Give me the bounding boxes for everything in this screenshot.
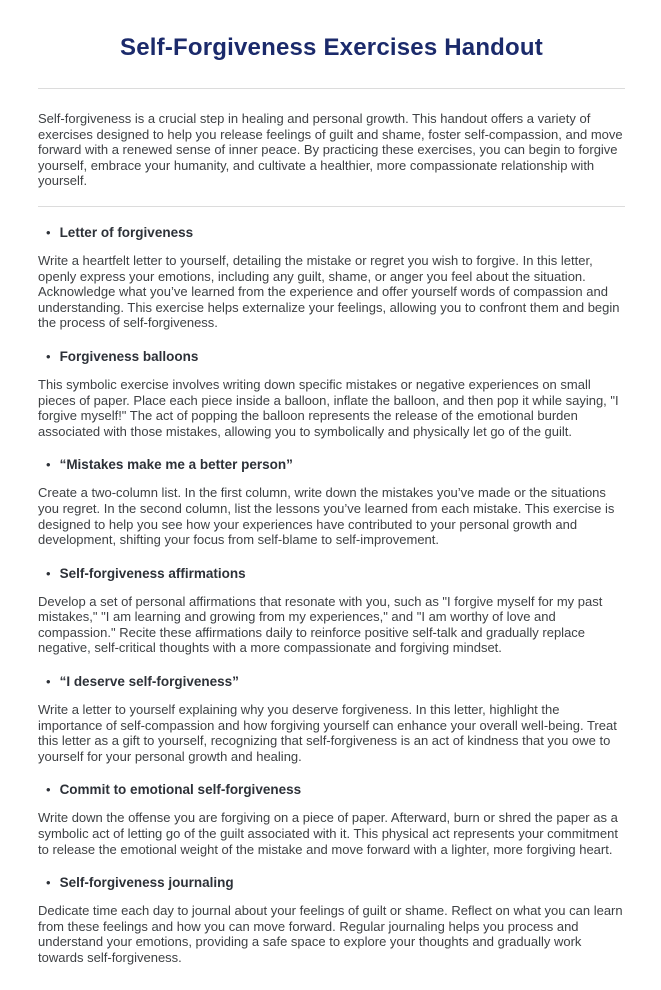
exercise-heading xyxy=(38,457,625,473)
exercise-heading-label: Self-forgiveness journaling xyxy=(59,875,234,891)
exercise-section-journaling xyxy=(38,875,625,965)
bullet-icon: • xyxy=(46,565,51,581)
exercise-description: Create a two-column list. In the first column, write down the mistakes you’ve made or the situations you regret. In the second column, list the lessons you’ve learned from each mistake. This exercise is designed to help you see how your experiences have contributed to your personal growth and development, shifting your focus from self-blame to self-improvement. xyxy=(38,485,615,548)
exercise-heading-label: Forgiveness balloons xyxy=(59,348,199,364)
exercise-heading xyxy=(38,674,625,690)
exercise-description: Write down the offense you are forgiving on a piece of paper. Afterward, burn or shred the paper as a symbolic act of letting go of the guilt associated with it. This physical act represents your commitment to release the emotional weight of the mistake and move forward with a lighter, more forgiving heart. xyxy=(38,810,618,857)
exercise-description: Develop a set of personal affirmations that resonate with you, such as "I forgive myself for my past mistakes," "I am learning and growing from my experiences," and "I am worthy of love and compassion." Recite these affirmations daily to reinforce positive self-talk and gradually replace negative, self-critical thoughts with a more compassionate and forgiving mindset. xyxy=(38,593,603,656)
exercise-description: Write a letter to yourself explaining why you deserve forgiveness. In this letter, highlight the importance of self-compassion and how forgiving yourself can enhance your overall well-being. Treat this letter as a gift to yourself, recognizing that self-forgiveness is an act of kindness that you owe to yourself for your personal growth and healing. xyxy=(38,702,617,764)
exercise-heading xyxy=(38,349,625,365)
bullet-icon: • xyxy=(46,224,51,240)
exercise-section-affirmations xyxy=(38,566,625,656)
exercise-description: Write a heartfelt letter to yourself, detailing the mistake or regret you wish to forgive. In this letter, openly express your emotions, including any guilt, shame, or anger you feel about the situation. Acknowledge what you’ve learned from the experience and offer yourself words of compassion and understanding. This exercise helps externalize your feelings, allowing you to confront them and begin the process of self-forgiveness. xyxy=(38,252,620,331)
exercise-section-forgiveness-balloons xyxy=(38,349,625,439)
exercise-section-letter-of-forgiveness xyxy=(38,225,625,331)
exercise-section-i-deserve-self-forgiveness xyxy=(38,674,625,764)
divider-top xyxy=(38,88,625,89)
exercise-heading-label: “I deserve self-forgiveness” xyxy=(59,674,239,690)
exercise-heading-label: Letter of forgiveness xyxy=(59,224,194,240)
exercise-heading xyxy=(38,566,625,582)
page-title: Self-Forgiveness Exercises Handout xyxy=(120,34,543,61)
exercise-heading xyxy=(38,225,625,241)
intro-paragraph: Self-forgiveness is a crucial step in healing and personal growth. This handout offers a variety of exercises designed to help you release feelings of guilt and shame, foster self-compassion, and move forward with a renewed sense of inner peace. By practicing these exercises, you can begin to forgive yourself, embrace your humanity, and cultivate a healthier, more compassionate relationship with yourself. xyxy=(38,111,623,189)
bullet-icon: • xyxy=(46,674,51,690)
bullet-icon: • xyxy=(46,457,51,473)
exercise-heading xyxy=(38,782,625,798)
exercise-heading-label: “Mistakes make me a better person” xyxy=(59,457,293,473)
bullet-icon: • xyxy=(46,348,51,364)
exercise-heading xyxy=(38,875,625,891)
exercise-section-mistakes-better-person xyxy=(38,457,625,547)
exercise-description: This symbolic exercise involves writing down specific mistakes or negative experiences on small pieces of paper. Place each piece inside a balloon, inflate the balloon, and then pop it while saying, "I forgive myself!" The act of popping the balloon represents the release of the emotional burden associated with those mistakes, allowing you to symbolically and physically let go of the guilt. xyxy=(38,376,619,439)
exercise-heading-label: Commit to emotional self-forgiveness xyxy=(59,782,302,798)
exercise-description: Dedicate time each day to journal about your feelings of guilt or shame. Reflect on what you can learn from these feelings and how you can move forward. Regular journaling helps you process and understand your emotions, providing a safe space to explore your thoughts and gradually work towards self-forgiveness. xyxy=(38,903,623,965)
divider-intro xyxy=(38,206,625,207)
exercise-heading-label: Self-forgiveness affirmations xyxy=(59,565,246,581)
bullet-icon: • xyxy=(46,875,51,891)
exercise-section-commit-emotional xyxy=(38,782,625,857)
bullet-icon: • xyxy=(46,782,51,798)
